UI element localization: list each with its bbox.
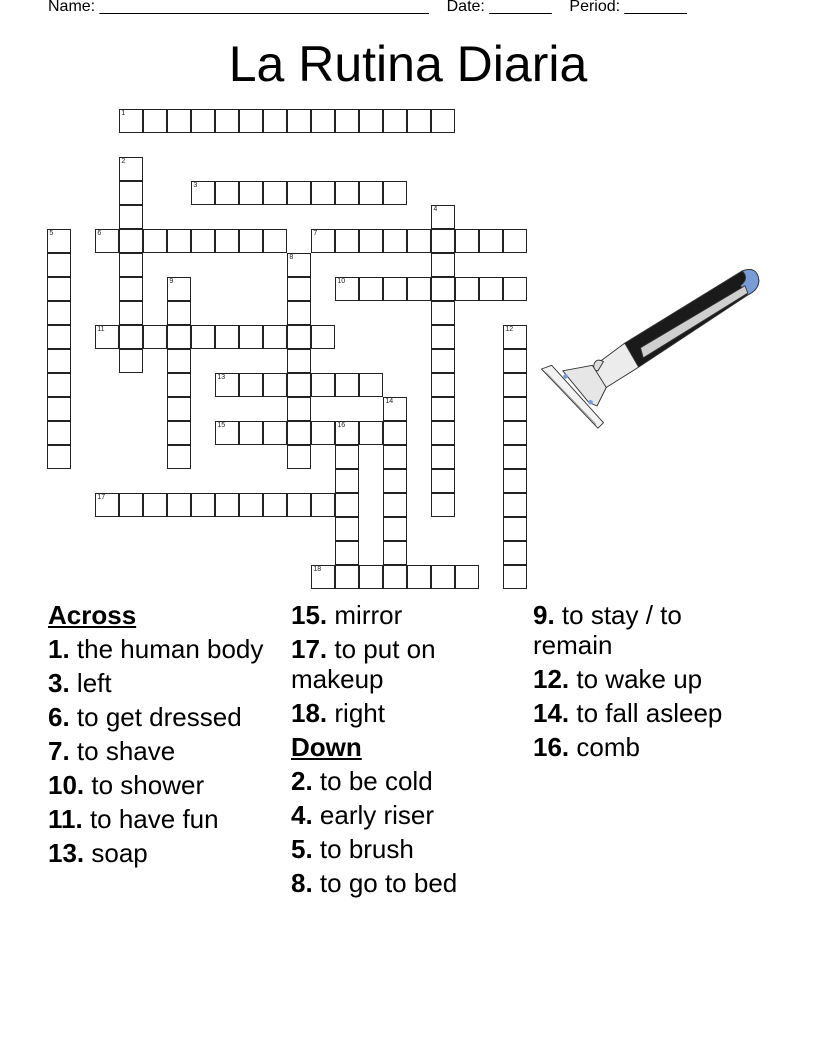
grid-cell[interactable] [119,277,143,301]
razor-icon [530,258,775,443]
grid-cell[interactable] [503,493,527,517]
grid-cell[interactable] [287,349,311,373]
grid-cell[interactable] [455,565,479,589]
grid-cell[interactable] [383,493,407,517]
clue-num: 13. [48,838,85,868]
grid-cell[interactable] [167,277,191,301]
grid-cell[interactable] [47,421,71,445]
grid-cell[interactable] [95,493,119,517]
clue-num: 11. [48,804,83,834]
grid-cell[interactable] [95,229,119,253]
grid-cell[interactable] [311,181,335,205]
grid-cell[interactable] [431,229,455,253]
grid-cell[interactable] [383,541,407,565]
clue-number: 6 [97,230,102,238]
grid-cell[interactable] [431,445,455,469]
grid-cell[interactable] [215,493,239,517]
grid-cell[interactable] [119,493,143,517]
grid-cell[interactable] [503,229,527,253]
clue-item [291,800,521,830]
clue-item [291,834,521,864]
period-label: Period: [569,0,621,15]
grid-cell[interactable] [47,229,71,253]
grid-cell[interactable] [359,277,383,301]
grid-cell[interactable] [263,109,287,133]
grid-cell[interactable] [287,277,311,301]
grid-cell[interactable] [287,325,311,349]
grid-cell[interactable] [215,109,239,133]
grid-cell[interactable] [503,517,527,541]
clue-num: 18. [291,698,328,728]
grid-cell[interactable] [407,277,431,301]
clues-column-1 [48,600,278,872]
clues-column-2 [291,600,521,902]
grid-cell[interactable] [431,205,455,229]
clue-num: 4. [291,800,313,830]
grid-cell[interactable] [287,301,311,325]
grid-cell[interactable] [191,493,215,517]
grid-cell[interactable] [287,493,311,517]
clue-item [291,600,521,630]
clue-item [48,770,278,800]
grid-cell[interactable] [335,109,359,133]
grid-cell[interactable] [47,325,71,349]
clue-number: 7 [313,230,318,238]
clue-number: 1 [121,110,126,118]
grid-cell[interactable] [503,397,527,421]
clue-text: right [327,698,385,728]
clue-number: 11 [97,326,105,334]
clue-number: 10 [337,278,346,286]
grid-cell[interactable] [383,565,407,589]
grid-cell[interactable] [263,229,287,253]
grid-cell[interactable] [191,109,215,133]
clue-item [291,698,521,728]
grid-cell[interactable] [455,229,479,253]
grid-cell[interactable] [191,325,215,349]
grid-cell[interactable] [359,373,383,397]
grid-cell[interactable] [431,421,455,445]
grid-cell[interactable] [215,421,239,445]
clue-text: soap [84,838,148,868]
clue-item [48,702,278,732]
grid-cell[interactable] [335,229,359,253]
clue-num: 16. [533,732,570,762]
clue-number: 16 [337,422,346,430]
clue-text: to have fun [82,804,219,834]
grid-cell[interactable] [191,181,215,205]
grid-cell[interactable] [383,229,407,253]
clue-text: to put on makeup [291,634,436,694]
clue-number: 2 [121,158,126,166]
grid-cell[interactable] [359,181,383,205]
grid-cell[interactable] [335,469,359,493]
grid-cell[interactable] [287,445,311,469]
grid-cell[interactable] [263,325,287,349]
grid-cell[interactable] [383,181,407,205]
grid-cell[interactable] [47,349,71,373]
clues-column-3 [533,600,763,766]
grid-cell[interactable] [119,253,143,277]
grid-cell[interactable] [143,109,167,133]
grid-cell[interactable] [407,109,431,133]
grid-cell[interactable] [119,301,143,325]
grid-cell[interactable] [335,493,359,517]
clue-item [291,868,521,898]
grid-cell[interactable] [407,229,431,253]
grid-cell[interactable] [503,421,527,445]
grid-cell[interactable] [239,421,263,445]
grid-cell[interactable] [431,565,455,589]
clue-number: 13 [217,374,226,382]
grid-cell[interactable] [143,493,167,517]
grid-cell[interactable] [503,325,527,349]
clue-number: 12 [505,326,514,334]
grid-cell[interactable] [47,277,71,301]
clue-number: 14 [385,398,394,406]
grid-cell[interactable] [47,373,71,397]
grid-cell[interactable] [383,109,407,133]
grid-cell[interactable] [167,229,191,253]
grid-cell[interactable] [335,445,359,469]
grid-cell[interactable] [167,445,191,469]
grid-cell[interactable] [287,421,311,445]
clue-num: 3. [48,668,70,698]
grid-cell[interactable] [167,373,191,397]
page-title: La Rutina Diaria [228,36,588,92]
clue-item [533,698,763,728]
down-heading: Down [291,732,362,762]
clue-num: 6. [48,702,70,732]
grid-cell[interactable] [455,277,479,301]
clue-text: the human body [69,634,264,664]
grid-cell[interactable] [215,229,239,253]
grid-cell[interactable] [47,253,71,277]
grid-cell[interactable] [263,493,287,517]
clue-num: 12. [533,664,570,694]
grid-cell[interactable] [167,301,191,325]
clue-num: 10. [48,770,85,800]
grid-cell[interactable] [431,277,455,301]
grid-cell[interactable] [167,493,191,517]
clue-number: 4 [433,206,438,214]
grid-cell[interactable] [287,397,311,421]
grid-cell[interactable] [287,109,311,133]
grid-cell[interactable] [503,445,527,469]
clue-text: to go to bed [312,868,458,898]
grid-cell[interactable] [263,373,287,397]
clue-text: to brush [312,834,414,864]
grid-cell[interactable] [263,421,287,445]
grid-cell[interactable] [119,325,143,349]
grid-cell[interactable] [167,109,191,133]
clue-text: to wake up [569,664,703,694]
clue-num: 2. [291,766,313,796]
grid-cell[interactable] [431,253,455,277]
clue-item [48,838,278,868]
clue-text: to fall asleep [569,698,723,728]
grid-cell[interactable] [359,421,383,445]
grid-cell[interactable] [503,469,527,493]
grid-cell[interactable] [311,493,335,517]
grid-cell[interactable] [239,373,263,397]
grid-cell[interactable] [119,109,143,133]
grid-cell[interactable] [47,301,71,325]
grid-cell[interactable] [503,349,527,373]
grid-cell[interactable] [143,229,167,253]
grid-cell[interactable] [239,229,263,253]
clue-item [48,804,278,834]
clue-item [291,766,521,796]
grid-cell[interactable] [191,229,215,253]
grid-cell[interactable] [239,493,263,517]
clue-item [533,664,763,694]
grid-cell[interactable] [311,325,335,349]
clue-text: early riser [312,800,435,830]
grid-cell[interactable] [359,229,383,253]
clue-number: 9 [169,278,174,286]
grid-cell[interactable] [503,373,527,397]
clue-item [533,732,763,762]
clue-item [48,736,278,766]
clue-text: to get dressed [69,702,242,732]
grid-cell[interactable] [407,565,431,589]
grid-cell[interactable] [503,277,527,301]
grid-cell[interactable] [383,517,407,541]
grid-cell[interactable] [311,565,335,589]
grid-cell[interactable] [167,397,191,421]
grid-cell[interactable] [47,397,71,421]
grid-cell[interactable] [359,565,383,589]
grid-cell[interactable] [335,541,359,565]
period-field[interactable]: _______ [624,0,687,15]
clue-text: to be cold [312,766,433,796]
clue-item [291,634,521,694]
grid-cell[interactable] [47,445,71,469]
clue-number: 8 [289,254,294,262]
grid-cell[interactable] [479,277,503,301]
clue-text: to shave [69,736,176,766]
grid-cell[interactable] [431,349,455,373]
grid-cell[interactable] [383,277,407,301]
grid-cell[interactable] [287,373,311,397]
grid-cell[interactable] [215,373,239,397]
grid-cell[interactable] [503,565,527,589]
grid-cell[interactable] [311,109,335,133]
grid-cell[interactable] [431,373,455,397]
grid-cell[interactable] [239,325,263,349]
clue-num: 15. [291,600,328,630]
grid-cell[interactable] [335,517,359,541]
grid-cell[interactable] [215,181,239,205]
grid-cell[interactable] [119,229,143,253]
grid-cell[interactable] [287,253,311,277]
grid-cell[interactable] [167,325,191,349]
grid-cell[interactable] [95,325,119,349]
clue-item [48,634,278,664]
clue-text: left [69,668,112,698]
clue-text: comb [569,732,640,762]
date-label: Date: [446,0,485,15]
clue-text: to stay / to remain [533,600,682,660]
clue-item [48,668,278,698]
grid-cell[interactable] [239,109,263,133]
grid-cell[interactable] [431,493,455,517]
grid-cell[interactable] [311,421,335,445]
grid-cell[interactable] [119,205,143,229]
grid-cell[interactable] [119,181,143,205]
grid-cell[interactable] [239,181,263,205]
grid-cell[interactable] [359,109,383,133]
grid-cell[interactable] [335,565,359,589]
clue-num: 9. [533,600,555,630]
clue-text: mirror [327,600,403,630]
grid-cell[interactable] [311,373,335,397]
clue-num: 14. [533,698,570,728]
grid-cell[interactable] [335,421,359,445]
grid-cell[interactable] [167,421,191,445]
clue-number: 17 [97,494,106,502]
clue-number: 5 [49,230,54,238]
clue-num: 17. [291,634,328,664]
grid-cell[interactable] [431,325,455,349]
clue-number: 3 [193,182,198,190]
grid-cell[interactable] [431,397,455,421]
grid-cell[interactable] [167,349,191,373]
grid-cell[interactable] [143,325,167,349]
grid-cell[interactable] [383,397,407,421]
clue-number: 18 [313,566,322,574]
name-field[interactable]: _____________________________________ [99,0,429,15]
clue-text: to shower [84,770,205,800]
grid-cell[interactable] [431,301,455,325]
grid-cell[interactable] [383,469,407,493]
grid-cell[interactable] [335,181,359,205]
grid-cell[interactable] [311,229,335,253]
grid-cell[interactable] [479,229,503,253]
grid-cell[interactable] [383,445,407,469]
clue-num: 8. [291,868,313,898]
clue-num: 1. [48,634,70,664]
name-label: Name: [48,0,96,15]
grid-cell[interactable] [119,349,143,373]
grid-cell[interactable] [335,277,359,301]
grid-cell[interactable] [335,373,359,397]
grid-cell[interactable] [503,541,527,565]
clue-number: 15 [217,422,226,430]
grid-cell[interactable] [431,109,455,133]
grid-cell[interactable] [215,325,239,349]
grid-cell[interactable] [431,469,455,493]
across-heading: Across [48,600,137,630]
clue-num: 7. [48,736,70,766]
clue-num: 5. [291,834,313,864]
date-field[interactable]: _______ [489,0,552,15]
clue-item [533,600,763,660]
grid-cell[interactable] [263,181,287,205]
grid-cell[interactable] [287,181,311,205]
grid-cell[interactable] [119,157,143,181]
grid-cell[interactable] [383,421,407,445]
